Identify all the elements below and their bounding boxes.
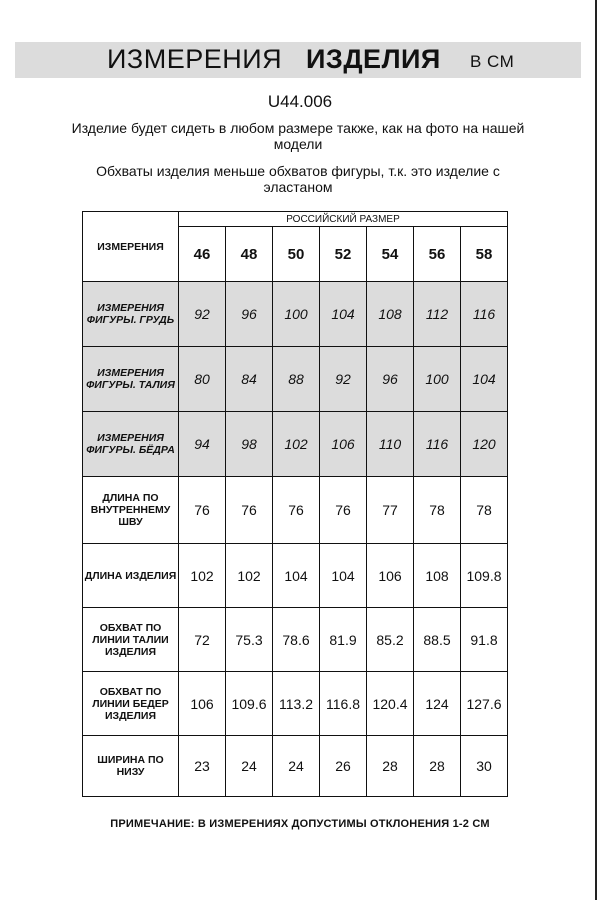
value-cell: 30: [461, 736, 508, 797]
table-row: [83, 282, 508, 347]
value-cell: 116: [461, 282, 508, 347]
product-code: U44.006: [267, 92, 333, 111]
value-cell: 72: [179, 608, 226, 672]
value-cell: 116: [414, 412, 461, 477]
table-row: [83, 347, 508, 412]
value-cell: 91.8: [461, 608, 508, 672]
value-cell: 76: [179, 477, 226, 544]
row-label: ИЗМЕРЕНИЯ ФИГУРЫ. БЁДРА: [83, 412, 179, 477]
value-cell: 120.4: [367, 672, 414, 736]
size-table: [82, 211, 508, 797]
value-cell: 102: [226, 544, 273, 608]
value-cell: 23: [179, 736, 226, 797]
size-header-cell: 50: [273, 227, 320, 282]
value-cell: 78: [414, 477, 461, 544]
value-cell: 75.3: [226, 608, 273, 672]
value-cell: 81.9: [320, 608, 367, 672]
title-banner: [15, 42, 581, 78]
page-edge-line: [595, 0, 597, 900]
size-header-cell: 58: [461, 227, 508, 282]
value-cell: 108: [367, 282, 414, 347]
note-elastane: Обхваты изделия меньше обхватов фигуры, т.к. это изделие с эластаном: [96, 163, 500, 195]
footnote: ПРИМЕЧАНИЕ: В ИЗМЕРЕНИЯХ ДОПУСТИМЫ ОТКЛОНЕНИЯ 1-2 СМ: [110, 818, 490, 830]
table-row: [83, 412, 508, 477]
value-cell: 106: [367, 544, 414, 608]
value-cell: 127.6: [461, 672, 508, 736]
value-cell: 84: [226, 347, 273, 412]
value-cell: 96: [226, 282, 273, 347]
value-cell: 124: [414, 672, 461, 736]
value-cell: 78: [461, 477, 508, 544]
title-part-2: ИЗДЕЛИЯ: [306, 44, 441, 74]
value-cell: 100: [273, 282, 320, 347]
value-cell: 104: [320, 544, 367, 608]
note-fit: Изделие будет сидеть в любом размере также, как на фото на нашей модели: [71, 120, 525, 152]
value-cell: 80: [179, 347, 226, 412]
size-group-header: РОССИЙСКИЙ РАЗМЕР: [179, 212, 508, 227]
row-label: ДЛИНА ПО ВНУТРЕННЕМУ ШВУ: [83, 477, 179, 544]
value-cell: 92: [320, 347, 367, 412]
value-cell: 106: [320, 412, 367, 477]
value-cell: 116.8: [320, 672, 367, 736]
corner-label: ИЗМЕРЕНИЯ: [83, 212, 179, 282]
value-cell: 96: [367, 347, 414, 412]
value-cell: 120: [461, 412, 508, 477]
title-unit: В СМ: [470, 52, 515, 71]
value-cell: 24: [273, 736, 320, 797]
table-row: [83, 736, 508, 797]
value-cell: 102: [273, 412, 320, 477]
row-label: ИЗМЕРЕНИЯ ФИГУРЫ. ГРУДЬ: [83, 282, 179, 347]
value-cell: 28: [367, 736, 414, 797]
value-cell: 104: [461, 347, 508, 412]
table-row: [83, 672, 508, 736]
value-cell: 77: [367, 477, 414, 544]
row-label: ШИРИНА ПО НИЗУ: [83, 736, 179, 797]
value-cell: 88: [273, 347, 320, 412]
value-cell: 104: [320, 282, 367, 347]
value-cell: 109.8: [461, 544, 508, 608]
size-header-cell: 52: [320, 227, 367, 282]
value-cell: 108: [414, 544, 461, 608]
row-label: ИЗМЕРЕНИЯ ФИГУРЫ. ТАЛИЯ: [83, 347, 179, 412]
table-row: [83, 608, 508, 672]
value-cell: 78.6: [273, 608, 320, 672]
value-cell: 98: [226, 412, 273, 477]
title-part-1: ИЗМЕРЕНИЯ: [107, 44, 283, 74]
value-cell: 88.5: [414, 608, 461, 672]
value-cell: 112: [414, 282, 461, 347]
value-cell: 76: [226, 477, 273, 544]
value-cell: 104: [273, 544, 320, 608]
row-label: ОБХВАТ ПО ЛИНИИ БЕДЕР ИЗДЕЛИЯ: [83, 672, 179, 736]
size-header-cell: 56: [414, 227, 461, 282]
table-row: [83, 477, 508, 544]
size-header-cell: 54: [367, 227, 414, 282]
value-cell: 102: [179, 544, 226, 608]
value-cell: 109.6: [226, 672, 273, 736]
value-cell: 94: [179, 412, 226, 477]
value-cell: 76: [320, 477, 367, 544]
value-cell: 106: [179, 672, 226, 736]
size-header-cell: 46: [179, 227, 226, 282]
value-cell: 28: [414, 736, 461, 797]
row-label: ДЛИНА ИЗДЕЛИЯ: [83, 544, 179, 608]
value-cell: 26: [320, 736, 367, 797]
value-cell: 76: [273, 477, 320, 544]
table-row: [83, 544, 508, 608]
value-cell: 100: [414, 347, 461, 412]
size-header-cell: 48: [226, 227, 273, 282]
value-cell: 110: [367, 412, 414, 477]
value-cell: 24: [226, 736, 273, 797]
value-cell: 113.2: [273, 672, 320, 736]
value-cell: 85.2: [367, 608, 414, 672]
value-cell: 92: [179, 282, 226, 347]
row-label: ОБХВАТ ПО ЛИНИИ ТАЛИИ ИЗДЕЛИЯ: [83, 608, 179, 672]
